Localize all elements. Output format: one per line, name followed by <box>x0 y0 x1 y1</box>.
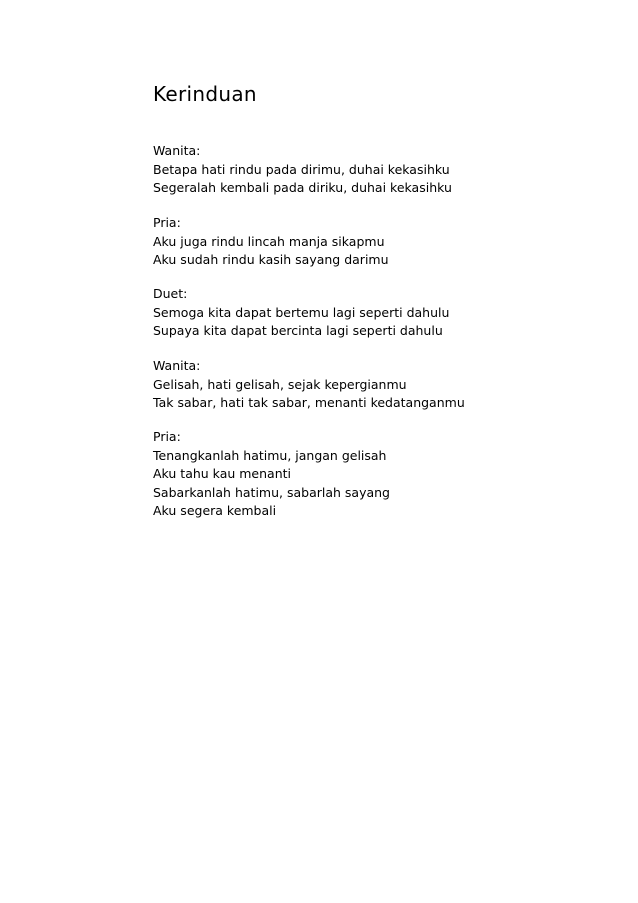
lyric-line: Semoga kita dapat bertemu lagi seperti dahulu <box>153 304 450 320</box>
lyric-line: Tenangkanlah hatimu, jangan gelisah <box>153 447 387 463</box>
lyric-line: Aku segera kembali <box>153 503 277 518</box>
stanza-pria-1 <box>153 214 389 270</box>
lyric-line: Sabarkanlah hatimu, sabarlah sayang <box>153 484 390 500</box>
lyric-line: Aku tahu kau menanti <box>153 466 292 481</box>
lyric-line: Supaya kita dapat bercinta lagi seperti dahulu <box>153 323 443 338</box>
stanza-wanita-1 <box>153 142 452 198</box>
speaker-label: Pria: <box>153 215 181 230</box>
lyric-line: Aku sudah rindu kasih sayang darimu <box>153 252 389 267</box>
speaker-label: Wanita: <box>153 358 201 373</box>
song-title: Kerinduan <box>153 82 257 106</box>
lyric-line: Aku juga rindu lincah manja sikapmu <box>153 233 385 249</box>
lyric-line: Tak sabar, hati tak sabar, menanti kedatanganmu <box>153 395 465 410</box>
lyric-line: Betapa hati rindu pada dirimu, duhai kekasihku <box>153 161 450 177</box>
speaker-label: Wanita: <box>153 143 201 158</box>
speaker-label: Duet: <box>153 286 188 301</box>
stanza-duet <box>153 285 449 341</box>
speaker-label: Pria: <box>153 429 181 444</box>
stanza-wanita-2 <box>153 357 465 413</box>
stanza-pria-2 <box>153 428 390 521</box>
lyric-line: Segeralah kembali pada diriku, duhai kekasihku <box>153 180 452 195</box>
lyric-line: Gelisah, hati gelisah, sejak kepergianmu <box>153 376 407 392</box>
